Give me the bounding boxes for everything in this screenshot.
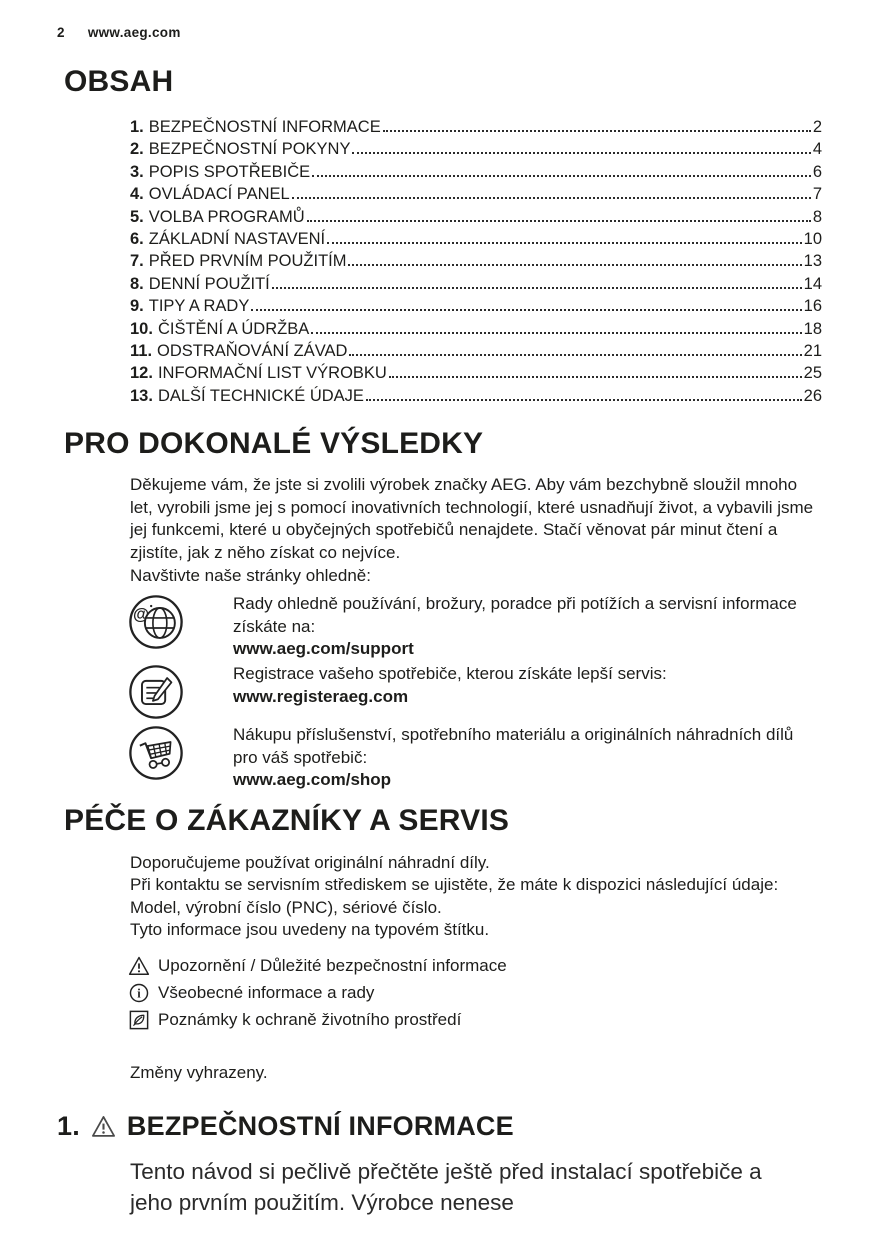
symbols-legend <box>128 952 874 1033</box>
site-url: www.aeg.com <box>87 25 181 40</box>
toc-item[interactable] <box>130 250 822 272</box>
shopping-cart-icon <box>127 724 185 782</box>
legend-text: Všeobecné informace a rady <box>158 983 375 1003</box>
toc-leader <box>307 220 811 222</box>
section1-heading <box>57 1111 874 1142</box>
toc-item-number: 1. <box>130 118 144 136</box>
toc-leader <box>272 287 802 289</box>
legend-text: Upozornění / Důležité bezpečnostní informace <box>158 956 507 976</box>
toc-item-label: ZÁKLADNÍ NASTAVENÍ <box>148 230 326 249</box>
legend-text: Poznámky k ochraně životního prostředí <box>158 1010 462 1030</box>
link-url[interactable]: www.aeg.com/support <box>233 639 414 659</box>
toc-item[interactable] <box>130 206 822 228</box>
toc-item-page: 14 <box>803 274 822 293</box>
toc-item[interactable] <box>130 161 822 183</box>
toc-leader <box>366 399 802 401</box>
customer-care-text <box>130 852 818 942</box>
toc-item-page: 8 <box>812 207 822 226</box>
toc-leader <box>292 197 811 199</box>
toc-item-page: 16 <box>803 297 822 316</box>
customer-care-title: PÉČE O ZÁKAZNÍKY A SERVIS <box>64 803 510 837</box>
toc-item-page: 7 <box>812 185 822 204</box>
toc-item-number: 2. <box>130 140 144 159</box>
toc-item-page: 18 <box>803 319 822 338</box>
toc-item[interactable] <box>130 385 822 407</box>
toc-item-page: 6 <box>812 162 822 181</box>
toc-leader <box>311 332 801 334</box>
toc-item-label: DENNÍ POUŽITÍ <box>148 274 270 293</box>
section1-title: BEZPEČNOSTNÍ INFORMACE <box>126 1111 514 1142</box>
toc-item[interactable] <box>130 138 822 160</box>
care-line: Při kontaktu se servisním střediskem se ujistěte, že máte k dispozici následující údaje: Model, výrobní číslo (PNC), sériové číslo. <box>130 875 779 917</box>
support-link-row <box>127 724 827 791</box>
toc-item-label: ODSTRAŇOVÁNÍ ZÁVAD <box>157 342 348 361</box>
toc-item-number: 11. <box>130 342 153 361</box>
globe-at-icon <box>127 593 185 651</box>
legend-row <box>128 1006 874 1033</box>
section1-number: 1. <box>57 1111 80 1142</box>
toc-item[interactable] <box>130 318 822 340</box>
toc-item-number: 7. <box>130 252 144 271</box>
toc-item-label: POPIS SPOTŘEBIČE <box>148 162 311 181</box>
support-link-row <box>127 593 827 660</box>
warning-triangle-icon <box>128 955 150 977</box>
toc-leader <box>251 309 801 311</box>
perfect-results-title: PRO DOKONALÉ VÝSLEDKY <box>64 427 484 461</box>
link-description: Rady ohledně používání, brožury, poradce při potížích a servisní informace získáte na: <box>233 594 797 636</box>
section1-body: Tento návod si pečlivě přečtěte ještě před instalací spotřebiče a jeho prvním použitím. Výrobce nenese <box>130 1159 762 1216</box>
toc-item[interactable] <box>130 362 822 384</box>
toc-item-label: BEZPEČNOSTNÍ INFORMACE <box>148 118 381 136</box>
toc-leader <box>327 242 802 244</box>
toc-item[interactable] <box>130 183 822 205</box>
page-header <box>0 0 874 40</box>
register-pen-icon <box>127 663 185 721</box>
toc-item-number: 13. <box>130 386 153 405</box>
toc-item-number: 12. <box>130 364 153 383</box>
care-line: Doporučujeme používat originální náhradní díly. <box>130 852 490 872</box>
toc-item-number: 6. <box>130 230 144 249</box>
support-links <box>127 593 827 791</box>
link-url[interactable]: www.aeg.com/shop <box>233 770 392 790</box>
support-link-row <box>127 663 827 721</box>
toc-item[interactable] <box>130 116 822 138</box>
changes-reserved-note: Změny vyhrazeny. <box>130 1063 268 1083</box>
toc-title: OBSAH <box>64 65 174 98</box>
toc-item-number: 10. <box>130 319 153 338</box>
toc-leader <box>352 152 810 154</box>
toc-item[interactable] <box>130 228 822 250</box>
toc-item-label: ČIŠTĚNÍ A ÚDRŽBA <box>157 319 310 338</box>
toc-item-label: PŘED PRVNÍM POUŽITÍM <box>148 252 347 271</box>
visit-line: Navštivte naše stránky ohledně: <box>130 565 371 585</box>
intro-paragraph: Děkujeme vám, že jste si zvolili výrobek značky AEG. Aby vám bezchybně sloužil mnoho let, vyrobili jsme jej s pomocí inovativních technologií, které usnadňují život, a vybavili jsme jej funkcemi, které u obyčejných spotřebičů nenajdete. Stačí věnovat pár minut čtení a zjistíte, jak z něho získat co nejvíce. <box>130 475 814 563</box>
legend-row <box>128 979 874 1006</box>
toc-item-label: BEZPEČNOSTNÍ POKYNY <box>148 140 351 159</box>
toc-item-label: OVLÁDACÍ PANEL <box>148 185 290 204</box>
toc-leader <box>383 130 811 132</box>
care-line: Tyto informace jsou uvedeny na typovém štítku. <box>130 920 490 940</box>
eco-leaf-icon <box>128 1009 150 1031</box>
toc-item[interactable] <box>130 340 822 362</box>
info-circle-icon <box>128 982 150 1004</box>
toc-item[interactable] <box>130 295 822 317</box>
toc-item-label: INFORMAČNÍ LIST VÝROBKU <box>157 364 387 383</box>
link-url[interactable]: www.registeraeg.com <box>233 686 409 706</box>
toc-item[interactable] <box>130 273 822 295</box>
support-link-text <box>233 593 813 660</box>
toc-item-page: 26 <box>803 386 822 405</box>
toc-item-number: 3. <box>130 162 144 181</box>
page-number: 2 <box>57 25 65 40</box>
support-link-text <box>233 724 813 791</box>
toc-item-number: 9. <box>130 297 144 316</box>
toc-item-number: 8. <box>130 274 144 293</box>
toc-item-label: DALŠÍ TECHNICKÉ ÚDAJE <box>157 386 364 405</box>
toc-leader <box>389 376 802 378</box>
support-link-text <box>233 663 813 708</box>
svg-text:i: i <box>137 986 141 1001</box>
toc-item-page: 13 <box>803 252 822 271</box>
toc-item-page: 10 <box>803 230 822 249</box>
toc-item-page: 2 <box>812 118 822 136</box>
toc-item-page: 25 <box>803 364 822 383</box>
legend-row <box>128 952 874 979</box>
toc-item-label: VOLBA PROGRAMŮ <box>148 207 305 226</box>
toc-item-number: 4. <box>130 185 144 204</box>
toc-leader <box>349 354 801 356</box>
toc-item-label: TIPY A RADY <box>148 297 250 316</box>
toc-item-page: 4 <box>812 140 822 159</box>
toc-item-number: 5. <box>130 207 144 226</box>
toc-item-page: 21 <box>803 342 822 361</box>
link-description: Nákupu příslušenství, spotřebního materiálu a originálních náhradních dílů pro váš spotřebič: <box>233 725 794 767</box>
link-description: Registrace vašeho spotřebiče, kterou získáte lepší servis: <box>233 664 667 684</box>
svg-text:@: @ <box>133 605 150 624</box>
perfect-results-intro <box>130 474 818 587</box>
table-of-contents <box>130 116 822 407</box>
toc-leader <box>312 175 811 177</box>
warning-triangle-icon <box>90 1114 117 1139</box>
toc-leader <box>348 264 801 266</box>
